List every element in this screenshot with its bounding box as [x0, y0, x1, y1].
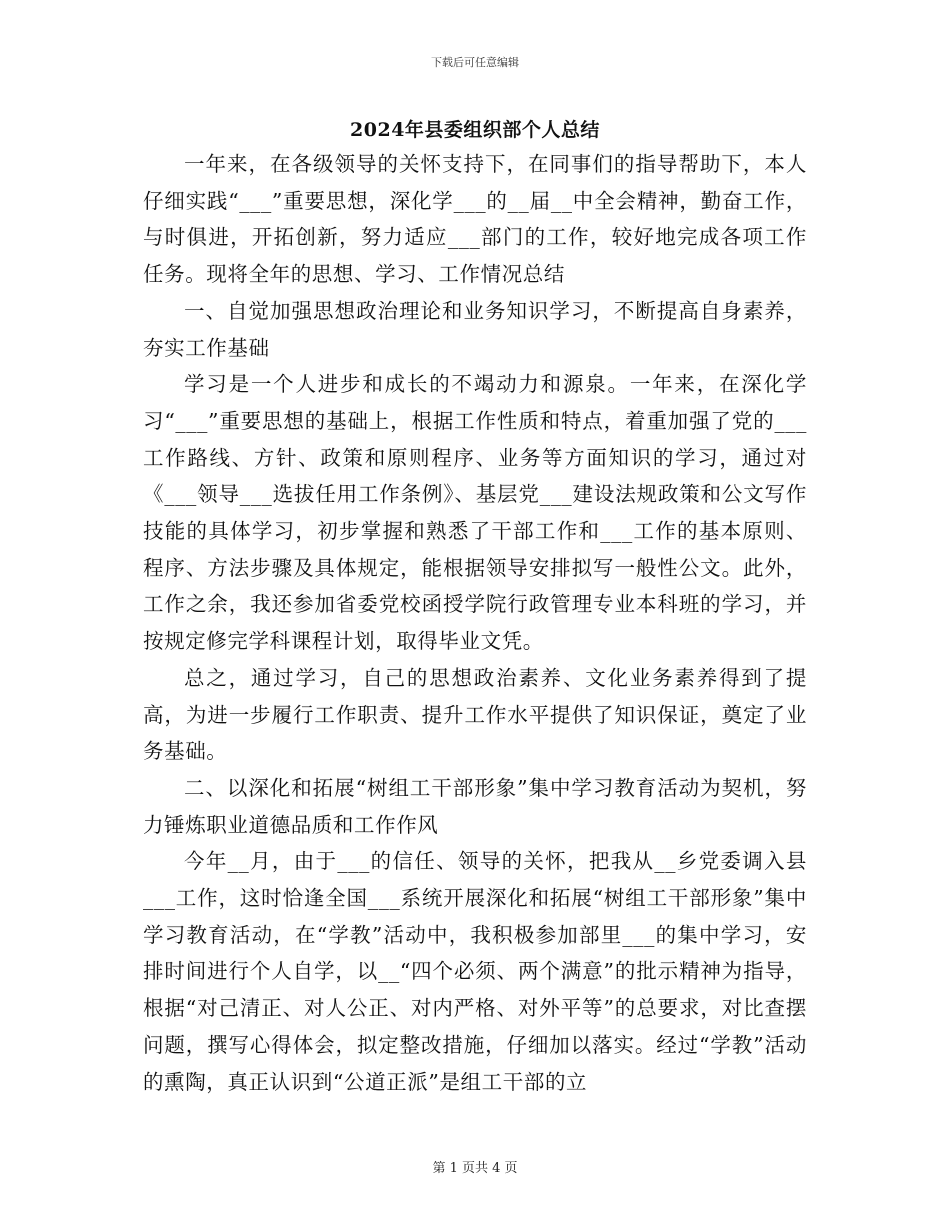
- page-header-note: 下载后可任意编辑: [431, 56, 519, 69]
- paragraph-study: 学习是一个人进步和成长的不竭动力和源泉。一年来，在深化学习“___”重要思想的基础上，根据工作性质和特点，着重加强了党的___工作路线、方针、政策和原则程序、业务等方面知识的学习，通过对《___领导___选拔任用工作条例》、基层党___建设法规政策和公文写作技能的具体学习，初步掌握和熟悉了干部工作和___工作的基本原则、程序、方法步骤及具体规定，能根据领导安排拟写一般性公文。此外，工作之余，我还参加省委党校函授学院行政管理专业本科班的学习，并按规定修完学科课程计划，取得毕业文凭。: [143, 372, 807, 654]
- paragraph-activity: 今年__月，由于___的信任、领导的关怀，把我从__乡党委调入县___工作，这时恰逢全国___系统开展深化和拓展“树组工干部形象”集中学习教育活动，在“学教”活动中，我积极参加部里___的集中学习，安排时间进行个人自学，以__“四个必须、两个满意”的批示精神为指导，根据“对己清正、对人公正、对内严格、对外平等”的总要求，对比查摆问题，撰写心得体会，拟定整改措施，仔细加以落实。经过“学教”活动的熏陶，真正认识到“公道正派”是组工干部的立: [143, 849, 807, 1094]
- page-footer-number: 第 1 页共 4 页: [432, 1161, 518, 1176]
- section-heading-2: 二、以深化和拓展“树组工干部形象”集中学习教育活动为契机，努力锤炼职业道德品质和工作作风: [143, 775, 807, 837]
- paragraph-summary: 总之，通过学习，自己的思想政治素养、文化业务素养得到了提高，为进一步履行工作职责、提升工作水平提供了知识保证，奠定了业务基础。: [143, 665, 807, 764]
- section-heading-1: 一、自觉加强思想政治理论和业务知识学习，不断提高自身素养，夯实工作基础: [143, 298, 807, 360]
- document-body: [143, 146, 807, 1100]
- document-title: 2024年县委组织部个人总结: [350, 119, 600, 141]
- paragraph-intro: 一年来，在各级领导的关怀支持下，在同事们的指导帮助下，本人仔细实践“___”重要思想，深化学___的__届__中全会精神，勤奋工作，与时俱进，开拓创新，努力适应___部门的工作，较好地完成各项工作任务。现将全年的思想、学习、工作情况总结: [143, 152, 807, 287]
